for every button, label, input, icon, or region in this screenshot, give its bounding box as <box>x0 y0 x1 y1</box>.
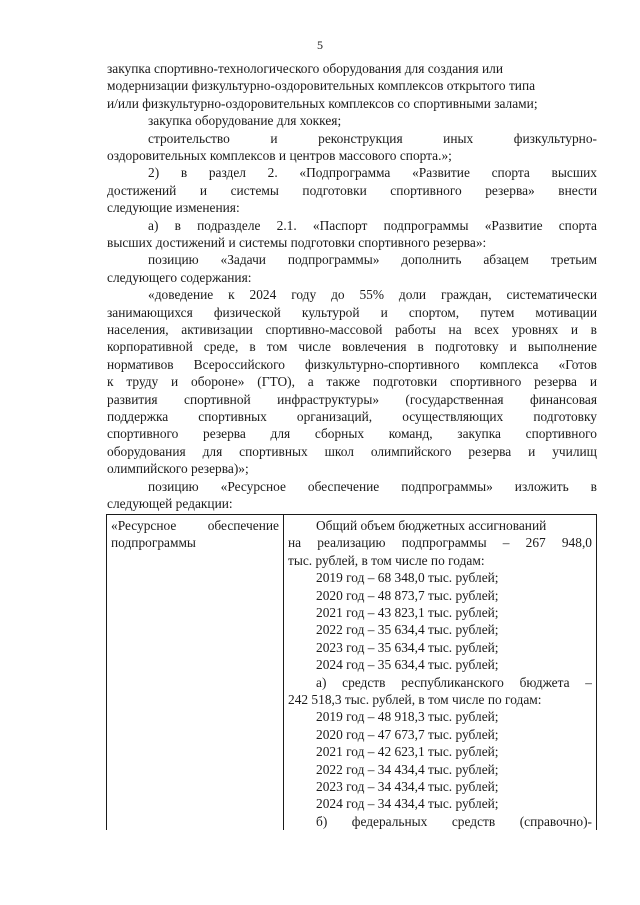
text-line: корпоративной среде, в том числе вовлечения в подготовку и выполнение <box>107 339 597 355</box>
text-line: оздоровительных комплексов и центров массового спорта.»; <box>107 148 452 164</box>
text-line: оборудования для спортивных школ олимпийского резерва и училищ <box>107 443 597 459</box>
text-line: позицию «Ресурсное обеспечение подпрограммы» изложить в <box>148 478 597 494</box>
value-line: тыс. рублей, в том числе по годам: <box>288 552 485 568</box>
text-line: спортивного резерва для сборных команд, закупка спортивного <box>107 426 597 442</box>
text-line: «доведение к 2024 году до 55% доли граждан, систематически <box>148 287 597 303</box>
text-line: к труду и обороне» (ГТО), а также подготовки спортивного резерва и <box>107 374 597 390</box>
value-line: 2023 год – 34 434,4 тыс. рублей; <box>316 779 499 795</box>
text-line: следующего содержания: <box>107 269 252 285</box>
text-line: нормативов Всероссийского физкультурно-спортивного комплекса «Готов <box>107 356 597 372</box>
text-line: олимпийского резерва)»; <box>107 461 249 477</box>
text-line: и/или физкультурно-оздоровительных комплексов со спортивными залами; <box>107 95 538 111</box>
text-line: закупка спортивно-технологического оборудования для создания или <box>107 61 504 76</box>
value-cell <box>284 515 597 831</box>
text-line: занимающихся физической культурой и спортом, путем мотивации <box>107 304 597 320</box>
value-line: 2019 год – 68 348,0 тыс. рублей; <box>316 570 499 586</box>
value-line: 2019 год – 48 918,3 тыс. рублей; <box>316 709 499 725</box>
value-line: 2021 год – 43 823,1 тыс. рублей; <box>316 605 499 621</box>
value-line: на реализацию подпрограммы – 267 948,0 <box>288 535 592 551</box>
text-line: следующие изменения: <box>107 200 240 216</box>
text-line: следующей редакции: <box>107 495 233 511</box>
text-line: закупка оборудование для хоккея; <box>148 113 342 129</box>
value-line: 242 518,3 тыс. рублей, в том числе по годам: <box>288 692 542 708</box>
label-cell <box>107 515 284 831</box>
text-line: строительство и реконструкция иных физкультурно- <box>148 130 597 146</box>
value-line: 2023 год – 35 634,4 тыс. рублей; <box>316 639 499 655</box>
resource-table <box>106 514 597 830</box>
value-line: Общий объем бюджетных ассигнований <box>316 518 547 533</box>
table-row <box>107 515 597 831</box>
text-line: 2) в раздел 2. «Подпрограмма «Развитие спорта высших <box>148 165 597 181</box>
text-line: высших достижений и системы подготовки спортивного резерва»: <box>107 235 487 250</box>
label-line: подпрограммы <box>111 535 196 551</box>
value-line: 2022 год – 35 634,4 тыс. рублей; <box>316 622 499 638</box>
value-line: 2024 год – 35 634,4 тыс. рублей; <box>316 657 499 673</box>
text-line: населения, активизации спортивно-массовой работы на всех уровнях и в <box>107 321 597 337</box>
text-line: позицию «Задачи подпрограммы» дополнить абзацем третьим <box>148 252 597 268</box>
text-line: развития спортивной инфраструктуры» (государственная финансовая <box>107 391 597 407</box>
page-number: 5 <box>317 38 323 52</box>
value-line: б) федеральных средств (справочно)- <box>316 813 592 829</box>
text-line: достижений и системы подготовки спортивного резерва» внести <box>107 182 597 198</box>
label-line: «Ресурсное обеспечение <box>111 518 279 533</box>
value-line: 2020 год – 47 673,7 тыс. рублей; <box>316 726 499 742</box>
text-line: а) в подразделе 2.1. «Паспорт подпрограммы «Развитие спорта <box>148 217 597 233</box>
value-line: 2024 год – 34 434,4 тыс. рублей; <box>316 796 499 812</box>
value-line: а) средств республиканского бюджета – <box>316 674 592 690</box>
value-line: 2022 год – 34 434,4 тыс. рублей; <box>316 761 499 777</box>
value-line: 2021 год – 42 623,1 тыс. рублей; <box>316 744 499 760</box>
body-text <box>107 60 597 512</box>
value-line: 2020 год – 48 873,7 тыс. рублей; <box>316 587 499 603</box>
text-line: модернизации физкультурно-оздоровительных комплексов открытого типа <box>107 78 536 94</box>
text-line: поддержка спортивных организаций, осуществляющих подготовку <box>107 408 597 424</box>
